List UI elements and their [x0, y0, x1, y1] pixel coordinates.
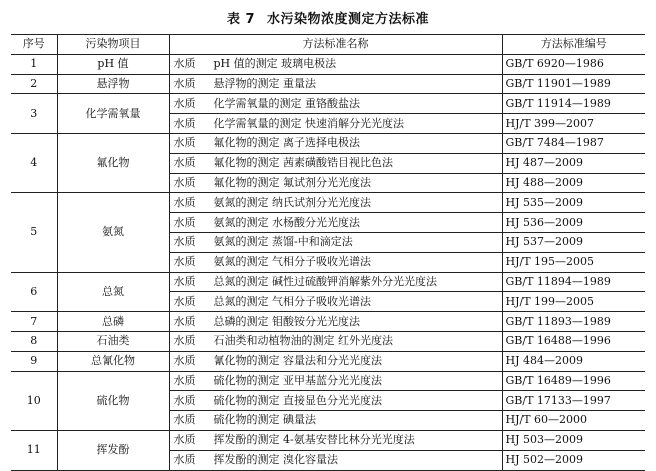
pollutant-cell: 化学需氧量 — [57, 94, 169, 134]
code-cell: HJ 484—2009 — [502, 351, 645, 371]
header-code: 方法标准编号 — [502, 35, 645, 55]
table-row — [11, 133, 645, 153]
method-prefix: 水质 — [173, 433, 196, 447]
method-cell — [169, 391, 502, 411]
method-name: 氟化物的测定 茜素磺酸锆目视比色法 — [213, 156, 393, 170]
code-cell: HJ/T 60—2000 — [502, 411, 645, 431]
method-cell — [169, 430, 502, 450]
method-prefix: 水质 — [173, 255, 196, 269]
header-row — [11, 35, 645, 55]
code-cell: HJ/T 399—2007 — [502, 114, 645, 134]
method-cell — [169, 193, 502, 213]
pollutant-cell: 总氮 — [57, 272, 169, 312]
method-prefix: 水质 — [173, 314, 196, 328]
seq-cell: 2 — [11, 74, 57, 94]
pollutant-cell: pH 值 — [57, 54, 169, 74]
method-prefix: 水质 — [173, 57, 196, 71]
method-cell — [169, 213, 502, 233]
method-name: 化学需氧量的测定 重铬酸盐法 — [213, 96, 360, 110]
method-name: pH 值的测定 玻璃电极法 — [213, 57, 337, 71]
table-header — [11, 35, 645, 55]
seq-cell: 6 — [11, 272, 57, 312]
seq-cell: 10 — [11, 371, 57, 430]
method-name: 悬浮物的测定 重量法 — [213, 76, 316, 90]
table-title-text: 水污染物浓度测定方法标准 — [267, 11, 430, 27]
method-name: 氨氮的测定 水杨酸分光光度法 — [213, 215, 360, 229]
seq-cell: 1 — [11, 54, 57, 74]
method-name: 硫化物的测定 碘量法 — [213, 413, 316, 427]
code-cell: GB/T 6920—1986 — [502, 54, 645, 74]
seq-cell: 9 — [11, 351, 57, 371]
method-cell — [169, 331, 502, 351]
code-cell: GB/T 17133—1997 — [502, 391, 645, 411]
method-prefix: 水质 — [173, 354, 196, 368]
method-cell — [169, 74, 502, 94]
header-seq: 序号 — [11, 35, 57, 55]
seq-cell: 4 — [11, 133, 57, 192]
method-prefix: 水质 — [173, 453, 196, 467]
code-cell: HJ 537—2009 — [502, 232, 645, 252]
seq-cell: 7 — [11, 312, 57, 332]
method-cell — [169, 54, 502, 74]
method-cell — [169, 232, 502, 252]
code-cell: HJ 502—2009 — [502, 450, 645, 470]
table-row — [11, 94, 645, 114]
seq-cell: 3 — [11, 94, 57, 134]
method-name: 总氮的测定 气相分子吸收光谱法 — [213, 294, 371, 308]
code-cell: HJ 535—2009 — [502, 193, 645, 213]
method-cell — [169, 272, 502, 292]
method-name: 氟化物的测定 氟试剂分光光度法 — [213, 175, 371, 189]
code-cell: GB/T 16488—1996 — [502, 331, 645, 351]
seq-cell: 5 — [11, 193, 57, 272]
method-prefix: 水质 — [173, 294, 196, 308]
pollutant-cell: 石油类 — [57, 331, 169, 351]
code-cell: GB/T 11894—1989 — [502, 272, 645, 292]
table-row — [11, 193, 645, 213]
table-row — [11, 430, 645, 450]
method-prefix: 水质 — [173, 393, 196, 407]
method-name: 总磷的测定 钼酸铵分光光度法 — [213, 314, 360, 328]
method-prefix: 水质 — [173, 96, 196, 110]
method-cell — [169, 94, 502, 114]
method-name: 氟化物的测定 离子选择电极法 — [213, 136, 360, 150]
code-cell: HJ/T 195—2005 — [502, 252, 645, 272]
pollutant-cell: 悬浮物 — [57, 74, 169, 94]
method-prefix: 水质 — [173, 195, 196, 209]
table-row — [11, 54, 645, 74]
code-cell: HJ 503—2009 — [502, 430, 645, 450]
method-name: 挥发酚的测定 4-氨基安替比林分光光度法 — [213, 433, 415, 447]
pollutant-cell: 硫化物 — [57, 371, 169, 430]
method-name: 硫化物的测定 亚甲基蓝分光光度法 — [213, 373, 382, 387]
method-name: 挥发酚的测定 溴化容量法 — [213, 453, 338, 467]
method-cell — [169, 114, 502, 134]
method-cell — [169, 411, 502, 431]
method-name: 总氮的测定 碱性过硫酸钾消解紫外分光光度法 — [213, 274, 437, 288]
code-cell: GB/T 7484—1987 — [502, 133, 645, 153]
method-name: 石油类和动植物油的测定 红外光度法 — [213, 334, 393, 348]
code-cell: HJ 536—2009 — [502, 213, 645, 233]
code-cell: HJ/T 199—2005 — [502, 292, 645, 312]
pollutant-cell: 氟化物 — [57, 133, 169, 192]
code-cell: GB/T 11901—1989 — [502, 74, 645, 94]
table-row — [11, 74, 645, 94]
method-name: 氰化物的测定 容量法和分光光度法 — [213, 354, 382, 368]
method-cell — [169, 173, 502, 193]
method-name: 氨氮的测定 蒸馏-中和滴定法 — [213, 235, 353, 249]
header-method: 方法标准名称 — [169, 35, 502, 55]
table-row — [11, 351, 645, 371]
method-prefix: 水质 — [173, 156, 196, 170]
table-body — [11, 54, 645, 470]
pollutant-cell: 氨氮 — [57, 193, 169, 272]
method-prefix: 水质 — [173, 215, 196, 229]
method-name: 氨氮的测定 气相分子吸收光谱法 — [213, 255, 371, 269]
method-prefix: 水质 — [173, 274, 196, 288]
pollutant-cell: 挥发酚 — [57, 430, 169, 470]
table-row — [11, 331, 645, 351]
table-row — [11, 371, 645, 391]
method-cell — [169, 252, 502, 272]
seq-cell: 8 — [11, 331, 57, 351]
method-cell — [169, 133, 502, 153]
method-name: 化学需氧量的测定 快速消解分光光度法 — [213, 116, 404, 130]
method-prefix: 水质 — [173, 373, 196, 387]
method-cell — [169, 351, 502, 371]
method-cell — [169, 292, 502, 312]
method-cell — [169, 450, 502, 470]
method-name: 氨氮的测定 纳氏试剂分光光度法 — [213, 195, 371, 209]
header-pollutant: 污染物项目 — [57, 35, 169, 55]
code-cell: HJ 487—2009 — [502, 153, 645, 173]
method-name: 硫化物的测定 直接显色分光光度法 — [213, 393, 382, 407]
seq-cell: 11 — [11, 430, 57, 470]
method-prefix: 水质 — [173, 413, 196, 427]
method-prefix: 水质 — [173, 76, 196, 90]
method-prefix: 水质 — [173, 334, 196, 348]
method-prefix: 水质 — [173, 235, 196, 249]
code-cell: GB/T 16489—1996 — [502, 371, 645, 391]
method-cell — [169, 312, 502, 332]
method-prefix: 水质 — [173, 116, 196, 130]
pollutant-cell: 总氰化物 — [57, 351, 169, 371]
method-prefix: 水质 — [173, 175, 196, 189]
method-cell — [169, 371, 502, 391]
method-prefix: 水质 — [173, 136, 196, 150]
table-row — [11, 272, 645, 292]
code-cell: GB/T 11914—1989 — [502, 94, 645, 114]
code-cell: HJ 488—2009 — [502, 173, 645, 193]
standards-table — [11, 34, 645, 471]
code-cell: GB/T 11893—1989 — [502, 312, 645, 332]
method-cell — [169, 153, 502, 173]
table-row — [11, 312, 645, 332]
table-number: 表 7 — [226, 11, 256, 27]
pollutant-cell: 总磷 — [57, 312, 169, 332]
table-title — [0, 0, 656, 34]
